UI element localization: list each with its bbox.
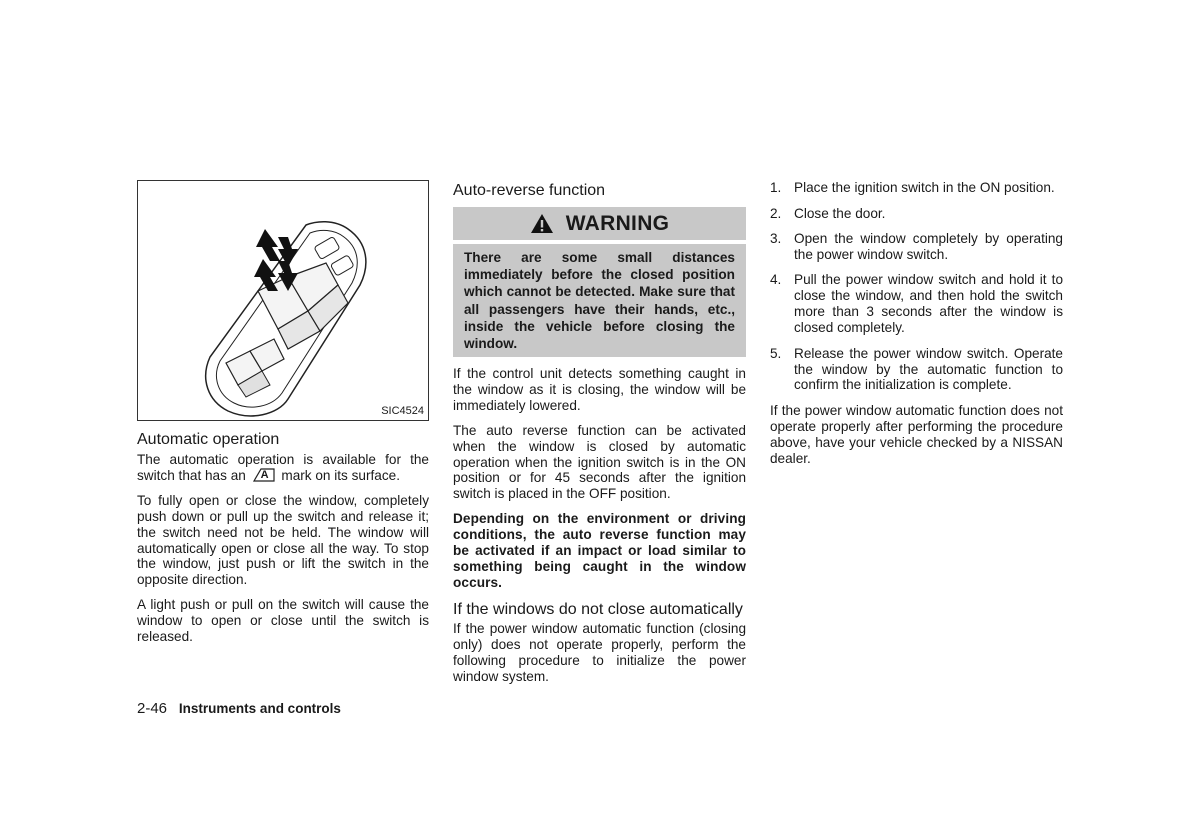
- warning-header: [453, 207, 746, 240]
- warning-box: [453, 207, 746, 357]
- list-item: 3. Open the window completely by operating the power window switch.: [770, 231, 1063, 262]
- section-title: Instruments and controls: [178, 701, 341, 716]
- right-column: [770, 180, 1063, 476]
- figure-caption: SIC4524: [381, 405, 424, 417]
- warning-text: There are some small distances immediately before the closed position which cannot be detected. Make sure that all passengers have their hands, etc., inside the vehicle before closing the window.: [453, 244, 746, 357]
- automatic-operation-paragraph-3: A light push or pull on the switch will cause the window to open or close until the switch is released.: [137, 597, 429, 645]
- middle-column-top: [453, 181, 746, 201]
- auto-reverse-paragraph-1: If the control unit detects something caught in the window as it is closing, the window will be immediately lowered.: [453, 366, 746, 413]
- window-switch-figure: [137, 180, 429, 421]
- automatic-operation-heading: Automatic operation: [137, 431, 280, 448]
- auto-reverse-paragraph-3: Depending on the environment or driving conditions, the auto reverse function may be activated if an impact or load similar to something being caught in the window occurs.: [453, 511, 746, 590]
- p1-after-text: mark on its surface.: [281, 467, 400, 483]
- warning-triangle-icon: [530, 213, 554, 234]
- p1-before-text: The automatic operation is available for the switch that has an: [137, 452, 429, 483]
- list-item: 1. Place the ignition switch in the ON position.: [770, 180, 1055, 195]
- auto-mark-icon: A: [253, 468, 275, 482]
- automatic-operation-paragraph-1: [137, 452, 429, 484]
- window-switch-illustration: [138, 181, 428, 420]
- auto-reverse-heading: Auto-reverse function: [453, 182, 606, 199]
- page-number: 2-46: [137, 700, 168, 717]
- warning-title: WARNING: [565, 211, 670, 235]
- auto-reverse-paragraph-2: The auto reverse function can be activated when the window is closed by automatic operation when the ignition switch is in the ON position or for 45 seconds after the ignition switch is placed in the OFF position.: [453, 422, 746, 502]
- list-item: 5. Release the power window switch. Operate the window by the automatic function to confirm the initialization is complete.: [770, 345, 1063, 393]
- left-column: [137, 430, 429, 654]
- dealer-paragraph: If the power window automatic function does not operate properly after performing the procedure above, have your vehicle checked by a NISSAN dealer.: [770, 402, 1063, 466]
- windows-not-close-paragraph: If the power window automatic function (closing only) does not operate properly, perform the following procedure to initialize the power window system.: [453, 620, 746, 684]
- automatic-operation-paragraph-2: To fully open or close the window, completely push down or pull up the switch and release it; the switch need not be held. The window will automatically open or close all the way. To stop the window, just push or lift the switch in the opposite direction.: [137, 492, 429, 588]
- list-item: 4. Pull the power window switch and hold it to close the window, and then hold the switch more than 3 seconds after the window is closed completely.: [770, 272, 1063, 336]
- windows-not-close-heading: If the windows do not close automatically: [453, 600, 743, 618]
- list-item: 2. Close the door.: [770, 205, 886, 221]
- page-footer: [137, 700, 341, 717]
- initialization-steps: [770, 180, 1063, 393]
- middle-column-body: [453, 366, 746, 693]
